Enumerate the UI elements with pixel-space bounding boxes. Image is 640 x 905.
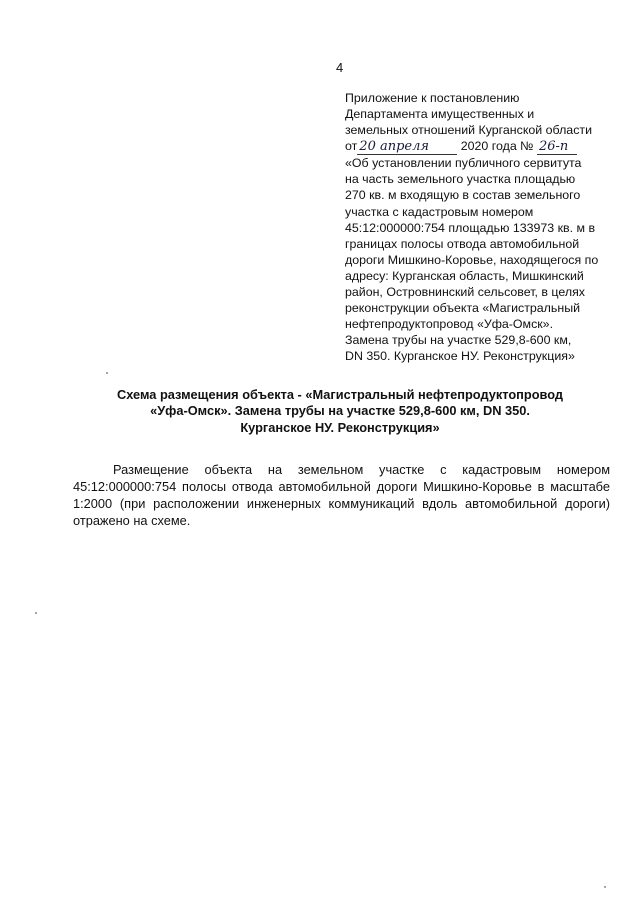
body-paragraph: [73, 461, 610, 529]
document-title: [60, 387, 620, 436]
appendix-description-line: на часть земельного участка площадью: [345, 172, 576, 187]
scan-speck: [35, 612, 37, 614]
sign-prefix: от: [345, 139, 358, 154]
scan-speck: [604, 886, 606, 888]
appendix-description-line: 270 кв. м входящую в состав земельного: [345, 188, 581, 203]
body-line: 45:12:000000:754 полосы отвода автомобильной дороги Мишкино-Коровье в масштабе: [73, 479, 610, 494]
title-line: Схема размещения объекта - «Магистральный нефтепродуктопровод: [116, 387, 563, 402]
appendix-description-line: нефтепродуктопровод «Уфа-Омск».: [345, 317, 554, 332]
appendix-description-line: 45:12:000000:754 площадью 133973 кв. м в: [345, 220, 596, 235]
resolution-date-number-line: [345, 138, 615, 155]
appendix-line: Департамента имущественных и: [345, 107, 535, 122]
appendix-description-line: участка с кадастровым номером: [345, 204, 534, 219]
appendix-line: земельных отношений Курганской области: [345, 123, 592, 138]
scan-speck: [106, 372, 108, 374]
appendix-description-line: дороги Мишкино-Коровье, находящегося по: [345, 252, 599, 267]
handwritten-date: 20 апреля: [357, 140, 457, 155]
appendix-line: Приложение к постановлению: [345, 91, 520, 105]
handwritten-number: 26-п: [537, 140, 577, 155]
year-text: 2020 года №: [460, 139, 534, 154]
body-line: Размещение объекта на земельном участке с кадастровым номером: [113, 462, 610, 477]
appendix-header: [345, 90, 615, 365]
appendix-description-line: DN 350. Курганское НУ. Реконструкция»: [345, 349, 575, 364]
appendix-description-line: «Об установлении публичного сервитута: [345, 156, 582, 171]
title-line: Курганское НУ. Реконструкция»: [240, 419, 440, 435]
body-line: отражено на схеме.: [73, 513, 191, 528]
page-number: 4: [336, 60, 344, 75]
appendix-description-line: район, Островнинский сельсовет, в целях: [345, 285, 585, 300]
appendix-description-line: адресу: Курганская область, Мишкинский: [345, 268, 584, 283]
appendix-description-line: реконструкции объекта «Магистральный: [345, 301, 581, 316]
appendix-description-line: границах полосы отвода автомобильной: [345, 236, 580, 251]
appendix-description-line: Замена трубы на участке 529,8-600 км,: [345, 333, 572, 348]
title-line: «Уфа-Омск». Замена трубы на участке 529,8-600 км, DN 350.: [150, 403, 530, 419]
body-line: 1:2000 (при расположении инженерных коммуникаций вдоль автомобильной дороги): [73, 496, 610, 511]
